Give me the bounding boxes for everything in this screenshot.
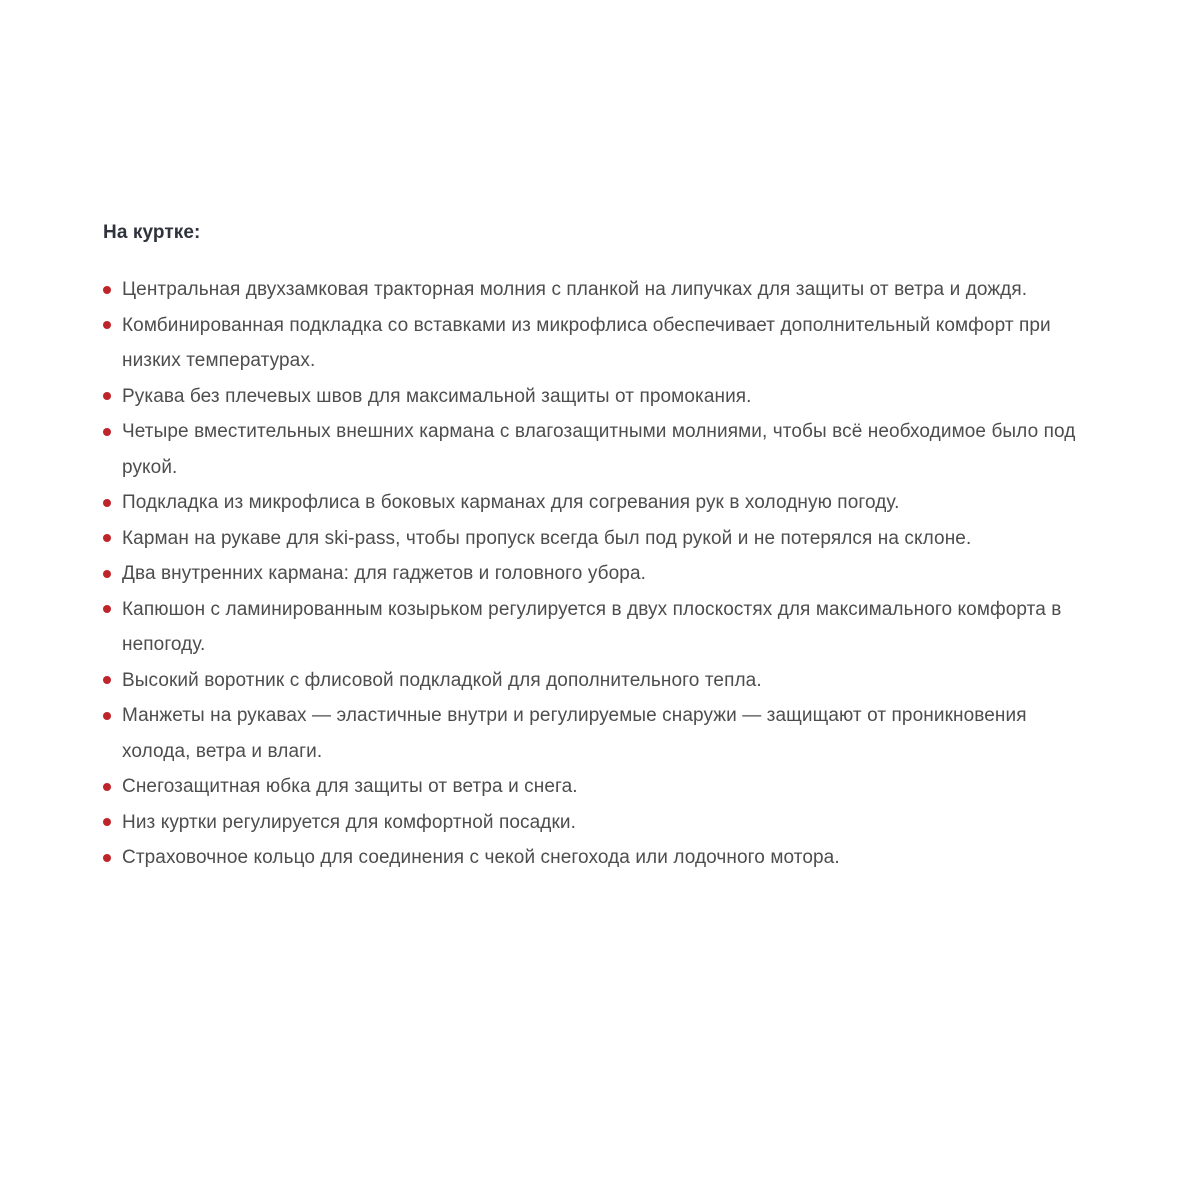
bullet-dot-icon xyxy=(103,570,111,578)
bullet-dot-icon xyxy=(103,818,111,826)
bullet-dot-icon xyxy=(103,712,111,720)
list-item-text: Низ куртки регулируется для комфортной посадки. xyxy=(122,811,576,833)
bullet-dot-icon xyxy=(103,499,111,507)
list-item-text: Комбинированная подкладка со вставками из микрофлиса обеспечивает дополнительный комфорт при низких температурах. xyxy=(122,314,1051,371)
list-item xyxy=(103,592,1078,663)
list-item xyxy=(103,414,1078,485)
description-section xyxy=(103,220,1078,876)
list-item xyxy=(103,556,1078,592)
list-item xyxy=(103,308,1078,379)
section-heading: На куртке: xyxy=(103,222,201,243)
list-item-text: Четыре вместительных внешних кармана с влагозащитными молниями, чтобы всё необходимое было под рукой. xyxy=(122,421,1076,478)
list-item-text: Карман на рукаве для ski-pass, чтобы пропуск всегда был под рукой и не потерялся на склоне. xyxy=(122,527,972,549)
list-item xyxy=(103,272,1078,308)
list-item-text: Высокий воротник с флисовой подкладкой для дополнительного тепла. xyxy=(122,669,762,691)
feature-list xyxy=(103,272,1078,876)
bullet-dot-icon xyxy=(103,428,111,436)
list-item xyxy=(103,663,1078,699)
list-item-text: Два внутренних кармана: для гаджетов и головного убора. xyxy=(122,563,646,584)
list-item-text: Рукава без плечевых швов для максимальной защиты от промокания. xyxy=(122,385,752,407)
list-item xyxy=(103,840,1078,876)
list-item-text: Центральная двухзамковая тракторная молния с планкой на липучках для защиты от ветра и дождя. xyxy=(122,279,1028,300)
bullet-dot-icon xyxy=(103,392,111,400)
bullet-dot-icon xyxy=(103,605,111,613)
list-item xyxy=(103,698,1078,769)
bullet-dot-icon xyxy=(103,676,111,684)
list-item-text: Снегозащитная юбка для защиты от ветра и снега. xyxy=(122,776,578,797)
bullet-dot-icon xyxy=(103,286,111,294)
bullet-dot-icon xyxy=(103,321,111,329)
list-item-text: Манжеты на рукавах — эластичные внутри и регулируемые снаружи — защищают от проникновения холода, ветра и влаги. xyxy=(122,705,1027,762)
list-item-text: Подкладка из микрофлиса в боковых карманах для согревания рук в холодную погоду. xyxy=(122,492,900,513)
list-item-text: Капюшон с ламинированным козырьком регулируется в двух плоскостях для максимального комфорта в непогоду. xyxy=(122,598,1062,655)
list-item xyxy=(103,379,1078,415)
list-item xyxy=(103,805,1078,841)
bullet-dot-icon xyxy=(103,783,111,791)
bullet-dot-icon xyxy=(103,534,111,542)
list-item-text: Страховочное кольцо для соединения с чекой снегохода или лодочного мотора. xyxy=(122,847,840,868)
list-item xyxy=(103,485,1078,521)
bullet-dot-icon xyxy=(103,854,111,862)
list-item xyxy=(103,521,1078,557)
list-item xyxy=(103,769,1078,805)
